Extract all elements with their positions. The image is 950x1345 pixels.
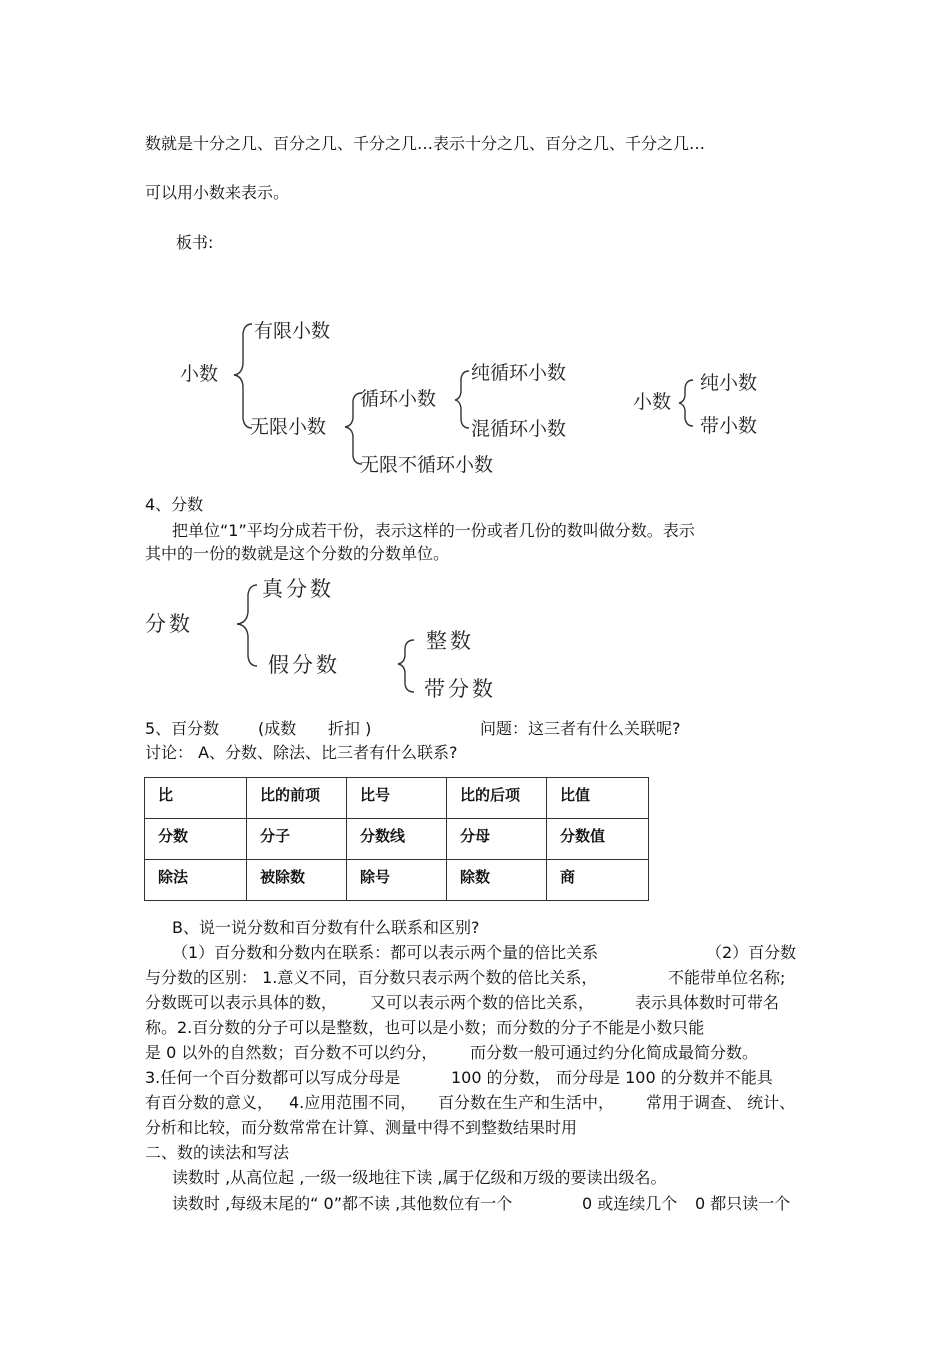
relation-table — [144, 777, 649, 901]
percent-aside: (成数 — [258, 719, 297, 738]
mixed-number-label: 带分数 — [424, 677, 496, 701]
decimal-root-label-2: 小数 — [633, 391, 672, 413]
reading-rule-2a: 读数时 ,每级末尾的“ 0”都不读 ,其他数位有一个 — [172, 1194, 513, 1213]
table-cell: 商 — [547, 860, 649, 901]
table-row — [145, 860, 649, 901]
comparison-line-1b: （2）百分数 — [706, 943, 797, 962]
fraction-definition-line-2: 其中的一份的数就是这个分数的分数单位。 — [145, 544, 450, 563]
table-cell: 比的后项 — [447, 778, 547, 819]
percent-heading: 5、百分数 — [145, 719, 220, 738]
table-cell: 分数 — [145, 819, 247, 860]
reading-heading: 二、数的读法和写法 — [145, 1143, 290, 1162]
integer-label: 整数 — [426, 629, 474, 653]
comparison-line-8: 分析和比较，而分数常常在计算、测量中得不到整数结果时用 — [145, 1118, 578, 1137]
fraction-heading: 4、分数 — [145, 495, 204, 514]
fraction-definition-line-1: 把单位“1”平均分成若干份，表示这样的一份或者几份的数叫做分数。表示 — [172, 521, 695, 540]
table-cell: 分母 — [447, 819, 547, 860]
table-cell: 比号 — [347, 778, 447, 819]
mixed-decimal-label: 带小数 — [700, 415, 758, 437]
comparison-line-6c: 而分母是 100 的分数并不能具 — [556, 1068, 773, 1087]
table-cell: 除数 — [447, 860, 547, 901]
repeating-decimal-label: 循环小数 — [360, 388, 437, 410]
table-cell: 除号 — [347, 860, 447, 901]
discussion-text: 讨论： A、分数、除法、比三者有什么联系? — [145, 743, 458, 762]
question-text: 问题：这三者有什么关联呢? — [480, 719, 681, 738]
percent-aside-2: 折扣 ) — [328, 719, 372, 738]
non-repeating-label: 无限不循环小数 — [360, 454, 494, 476]
comparison-line-4: 称。2.百分数的分子可以是整数，也可以是小数；而分数的分子不能是小数只能 — [145, 1018, 705, 1037]
comparison-line-5b: 而分数一般可通过约分化简成最简分数。 — [470, 1043, 759, 1062]
reading-rule-1: 读数时 ,从高位起 ,一级一级地往下读 ,属于亿级和万级的要读出级名。 — [172, 1168, 667, 1187]
table-cell: 除法 — [145, 860, 247, 901]
table-cell: 分数线 — [347, 819, 447, 860]
comparison-line-7a: 有百分数的意义， — [145, 1093, 274, 1112]
fraction-root-label: 分数 — [145, 612, 193, 636]
comparison-line-6b: 100 的分数， — [451, 1068, 551, 1087]
comparison-line-2b: 不能带单位名称; — [668, 968, 786, 987]
table-cell: 比的前项 — [247, 778, 347, 819]
infinite-decimal-label: 无限小数 — [250, 416, 327, 438]
comparison-line-5a: 是 0 以外的自然数；百分数不可以约分， — [145, 1043, 438, 1062]
table-cell: 分数值 — [547, 819, 649, 860]
comparison-line-1a: （1）百分数和分数内在联系：都可以表示两个量的倍比关系 — [172, 943, 599, 962]
comparison-line-2a: 与分数的区别： 1.意义不同，百分数只表示两个数的倍比关系， — [145, 968, 598, 987]
decimal-root-label: 小数 — [180, 363, 219, 385]
board-label: 板书: — [176, 233, 214, 252]
comparison-line-7c: 百分数在生产和生活中， — [438, 1093, 615, 1112]
finite-decimal-label: 有限小数 — [254, 320, 331, 342]
comparison-line-3c: 表示具体数时可带名 — [635, 993, 780, 1012]
comparison-line-7b: 4.应用范围不同， — [289, 1093, 417, 1112]
pure-decimal-label: 纯小数 — [700, 372, 758, 394]
pure-repeating-label: 纯循环小数 — [471, 362, 567, 384]
table-cell: 比 — [145, 778, 247, 819]
mixed-repeating-label: 混循环小数 — [471, 418, 567, 440]
reading-rule-2c: 0 都只读一个 — [695, 1194, 791, 1213]
comparison-line-7d: 常用于调查、 统计、 — [646, 1093, 796, 1112]
comparison-line-3b: 又可以表示两个数的倍比关系， — [370, 993, 595, 1012]
improper-fraction-label: 假分数 — [268, 653, 340, 677]
table-row — [145, 819, 649, 860]
table-row — [145, 778, 649, 819]
table-cell: 分子 — [247, 819, 347, 860]
intro-line-2: 可以用小数来表示。 — [145, 183, 290, 202]
comparison-line-3a: 分数既可以表示具体的数， — [145, 993, 338, 1012]
table-cell: 比值 — [547, 778, 649, 819]
comparison-line-6a: 3.任何一个百分数都可以写成分母是 — [145, 1068, 401, 1087]
reading-rule-2b: 0 或连续几个 — [582, 1194, 678, 1213]
comparison-heading: B、说一说分数和百分数有什么联系和区别? — [172, 918, 480, 937]
intro-line-1: 数就是十分之几、百分之几、千分之几…表示十分之几、百分之几、千分之几… — [145, 134, 706, 153]
table-cell: 被除数 — [247, 860, 347, 901]
proper-fraction-label: 真分数 — [262, 577, 334, 601]
